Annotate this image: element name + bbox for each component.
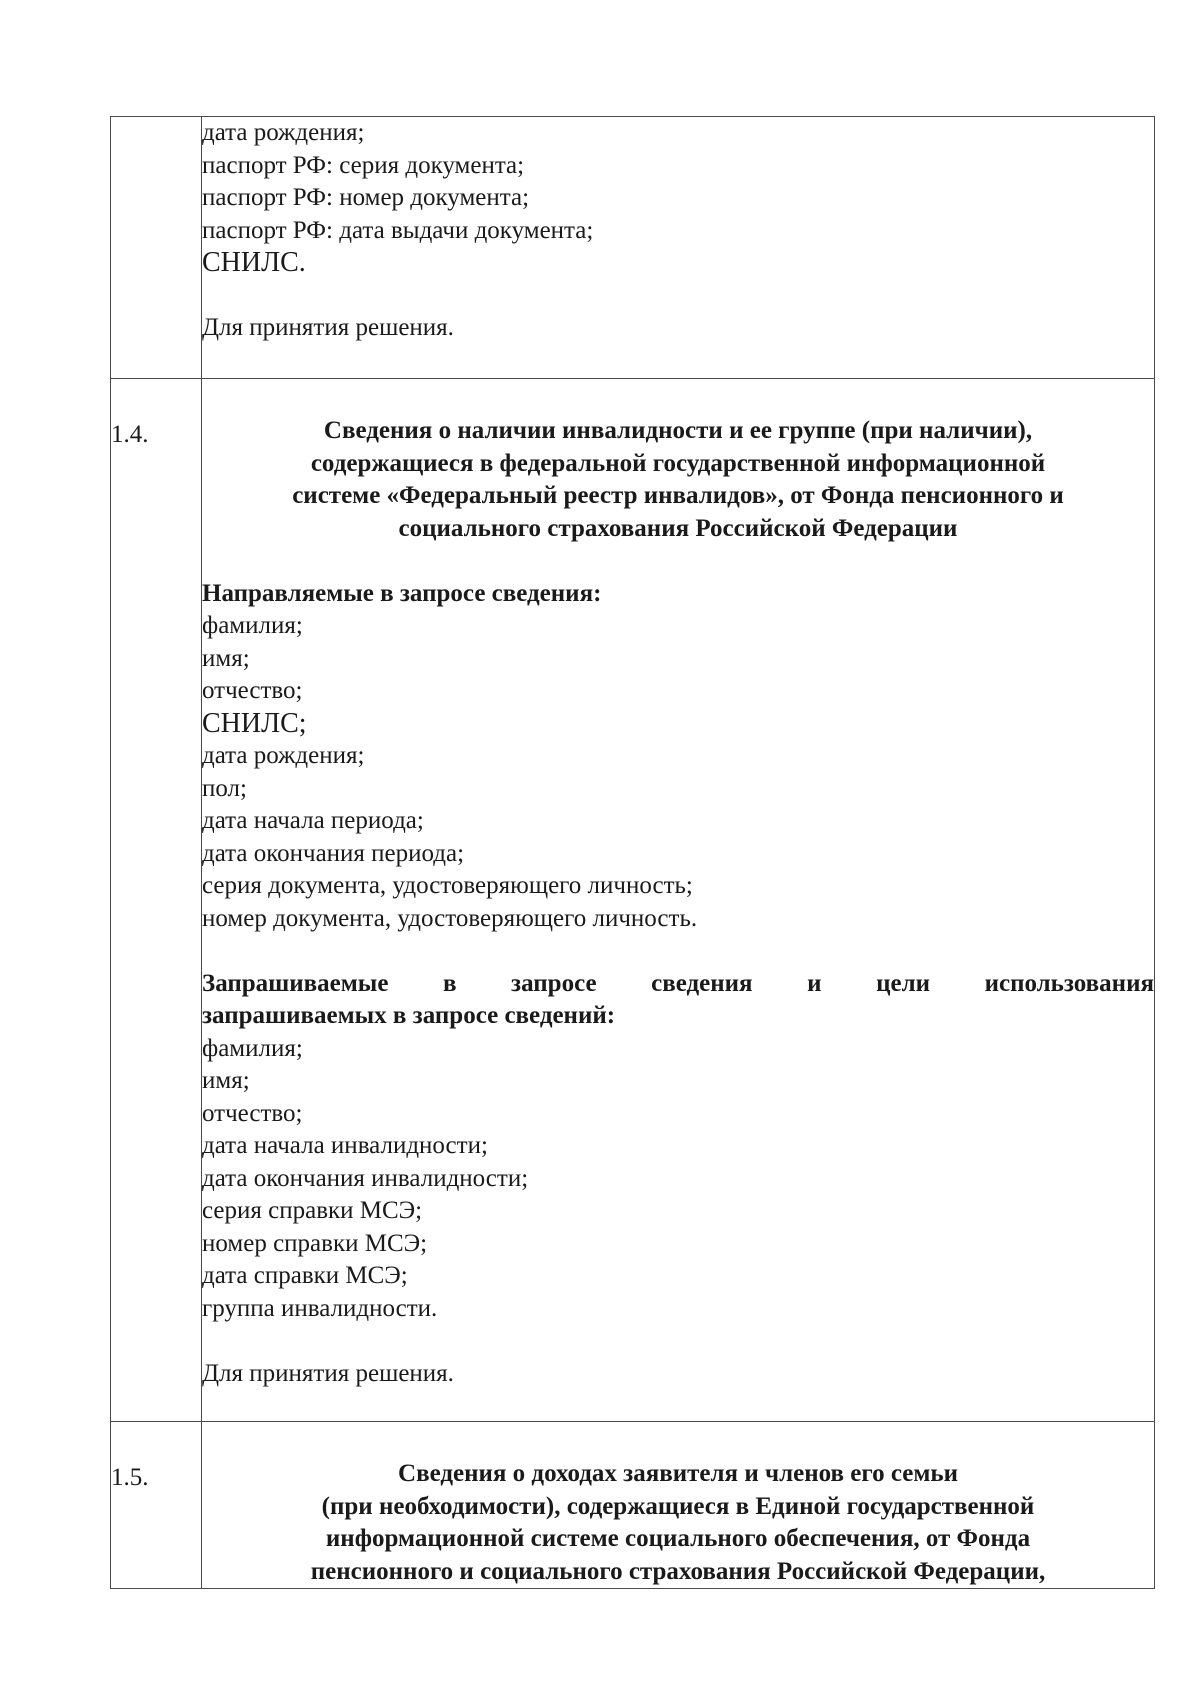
label-word: использования xyxy=(984,969,1154,997)
list-item: дата начала инвалидности; xyxy=(202,1132,488,1159)
list-item: фамилия; xyxy=(202,612,303,639)
heading-line: информационной системе социального обеспечения, от Фонда xyxy=(325,1525,1031,1552)
list-item: фамилия; xyxy=(202,1034,303,1062)
list-item: группа инвалидности. xyxy=(202,1294,438,1322)
list-item: паспорт РФ: дата выдачи документа; xyxy=(202,216,594,244)
heading-line: системе «Федеральный реестр инвалидов», от Фонда пенсионного и xyxy=(292,482,1064,509)
list-item: дата окончания периода; xyxy=(202,839,465,867)
heading-line: содержащиеся в федеральной государственной информационной xyxy=(310,449,1046,477)
list-item: дата справки МСЭ; xyxy=(202,1262,408,1289)
row-content xyxy=(202,1422,1155,1589)
row-number xyxy=(111,117,202,379)
list-item: СНИЛС. xyxy=(202,247,306,278)
list-item: дата окончания инвалидности; xyxy=(202,1164,529,1192)
label-word: в xyxy=(442,969,457,997)
label-word: и xyxy=(807,969,822,997)
list-item: отчество; xyxy=(202,1099,303,1127)
list-item: отчество; xyxy=(202,677,303,704)
requested-label-line2: запрашиваемых в запросе сведений: xyxy=(202,1002,616,1029)
heading-line: Сведения о наличии инвалидности и ее группе (при наличии), xyxy=(323,417,1033,444)
list-item: имя; xyxy=(202,1067,250,1094)
label-word: цели xyxy=(876,969,931,997)
list-item: номер документа, удостоверяющего личность. xyxy=(202,904,698,932)
section-heading xyxy=(202,415,1154,545)
list-item: пол; xyxy=(202,774,247,802)
row-content xyxy=(202,379,1155,1422)
heading-line: социального страхования Российской Федерации xyxy=(398,514,958,542)
section-heading xyxy=(202,1458,1154,1588)
purpose-text: Для принятия решения. xyxy=(202,314,454,341)
heading-line: пенсионного и социального страхования Российской Федерации, xyxy=(310,1557,1046,1585)
list-item: серия документа, удостоверяющего личность; xyxy=(202,872,693,899)
list-item: серия справки МСЭ; xyxy=(202,1197,423,1224)
sent-label: Направляемые в запросе сведения: xyxy=(202,579,602,607)
purpose-text: Для принятия решения. xyxy=(202,1359,454,1387)
row-content xyxy=(202,117,1155,379)
table-row xyxy=(111,117,1155,379)
list-item: имя; xyxy=(202,644,250,672)
row-number: 1.4. xyxy=(111,379,202,1422)
requests-table xyxy=(110,116,1155,1589)
list-item: дата рождения; xyxy=(202,742,365,769)
table-row xyxy=(111,1422,1155,1589)
list-item: паспорт РФ: номер документа; xyxy=(202,184,530,211)
heading-line: Сведения о доходах заявителя и членов его семьи xyxy=(398,1460,958,1487)
label-word: запросе xyxy=(511,969,597,997)
requested-label xyxy=(202,968,1154,1001)
table-row xyxy=(111,379,1155,1422)
row-number: 1.5. xyxy=(111,1422,202,1589)
label-word: сведения xyxy=(651,969,753,997)
list-item: СНИЛС; xyxy=(202,707,307,739)
list-item: номер справки МСЭ; xyxy=(202,1229,428,1257)
list-item: паспорт РФ: серия документа; xyxy=(202,151,525,179)
heading-line: (при необходимости), содержащиеся в Единой государственной xyxy=(321,1492,1035,1520)
label-word: Запрашиваемые xyxy=(202,969,389,997)
list-item: дата начала периода; xyxy=(202,807,424,834)
list-item: дата рождения; xyxy=(202,119,365,146)
